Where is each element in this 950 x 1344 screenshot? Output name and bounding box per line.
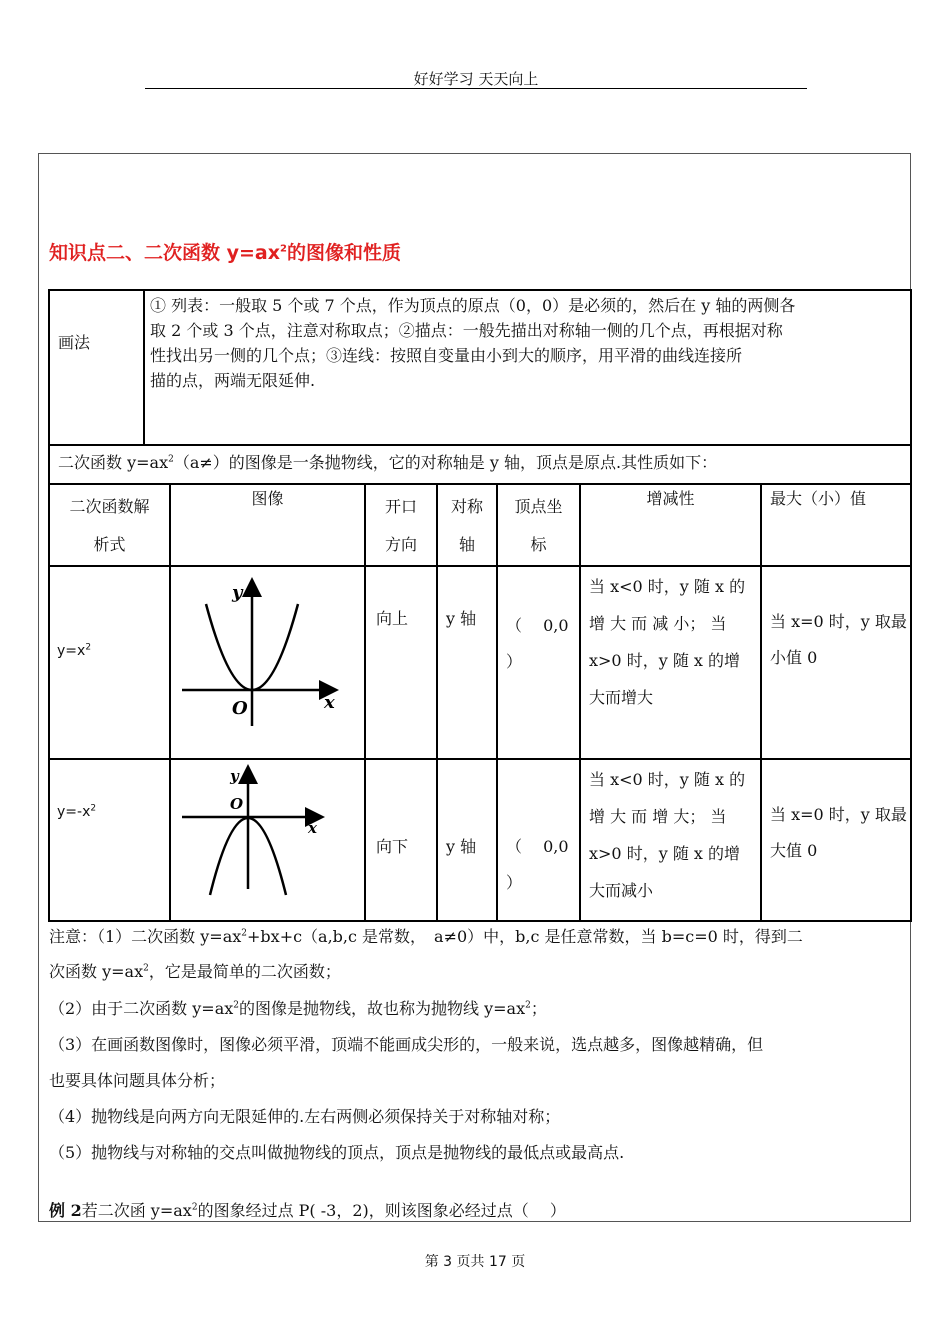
note-1a: 注意：（1）二次函数 $y=ax^2+bx+c(a,b,c$ 是常数， a≠0）中，b,c 是任意常数，当 b=c=0 时，得到二 (49, 927, 803, 946)
table-hline (48, 758, 912, 760)
row2-opening: 向下 (376, 837, 409, 856)
note-2: （2）由于二次函数 $y=ax^2$的图像是抛物线，故也称为抛物线 $y=ax^2$； (49, 999, 547, 1018)
note-5: （5）抛物线与对称轴的交点叫做抛物线的顶点，顶点是抛物线的最低点或最高点. (49, 1143, 625, 1162)
th-axis: 对称 轴 (450, 497, 483, 554)
table-vline (760, 483, 762, 922)
table-hline (48, 920, 912, 922)
header-rule (145, 88, 807, 89)
row1-axis: y 轴 (446, 609, 477, 628)
method-line-1: ① 列表：一般取 5 个或 7 个点，作为顶点的原点（0，0）是必须的，然后在 y 轴的两侧各 (150, 296, 796, 315)
table-vline (579, 483, 581, 922)
method-line-4: 描的点，两端无限延伸. (150, 371, 316, 390)
row2-extreme: 当 x=0 时，y 取最 大值 0 (770, 805, 907, 860)
method-divider (143, 289, 145, 445)
graph-upward-parabola (172, 568, 362, 756)
table-hline (48, 483, 912, 485)
table-hline (48, 565, 912, 567)
row2-axis: y 轴 (446, 837, 477, 856)
row2-monotonicity: 当 x<0 时，y 随 x 的 增 大 而 增 大； 当 x>0 时，y 随 x 的增 大而减小 (589, 770, 746, 900)
method-line-2: 取 2 个或 3 个点，注意对称取点；②描点：一般先描出对称轴一侧的几个点，再根据对称 (150, 321, 783, 340)
th-graph: 图像 (251, 489, 284, 508)
method-line-3: 性找出另一侧的几个点；③连线：按照自变量由小到大的顺序，用平滑的曲线连接所 (150, 346, 743, 365)
row1-opening: 向上 (376, 609, 409, 628)
row2-vertex: （ 0,0 ） (506, 837, 569, 892)
x-axis-label: x (308, 819, 317, 837)
row1-vertex: （ 0,0 ） (506, 616, 569, 671)
row1-extreme: 当 x=0 时，y 取最 小值 0 (770, 612, 907, 667)
row1-monotonicity: 当 x<0 时，y 随 x 的 增 大 而 减 小； 当 x>0 时，y 随 x 的增 大而增大 (589, 577, 746, 707)
x-axis-label: x (324, 692, 335, 713)
note-4: （4）抛物线是向两方向无限延伸的.左右两侧必须保持关于对称轴对称； (49, 1107, 561, 1126)
note-3a: （3）在画函数图像时，图像必须平滑，顶端不能画成尖形的，一般来说，选点越多，图像越精确，但 (49, 1035, 764, 1054)
y-axis-label: y (232, 582, 243, 603)
page-footer: 第 3 页共 17 页 (424, 1254, 526, 1270)
th-extreme: 最大（小）值 (770, 489, 867, 508)
section-title: 知识点二、二次函数 $y=ax^2$的图像和性质 (49, 242, 401, 264)
graph-downward-parabola (172, 761, 362, 917)
method-label: 画法 (58, 333, 91, 352)
y-axis-label: y (230, 767, 239, 785)
page-header: 好好学习 天天向上 (413, 70, 539, 88)
intro-text: 二次函数 $y=ax^2(a\ne)$的图像是一条抛物线，它的对称轴是 y 轴，顶点是原点.其性质如下： (58, 453, 718, 472)
th-monotonicity: 增减性 (646, 489, 695, 508)
table-vline (169, 483, 171, 922)
table-vline (910, 483, 912, 922)
row1-expression: $y=x^2$ (57, 642, 92, 659)
example-2: 例 2若二次函 $y=ax^2$的图象经过点 P( -3，2)，则该图象必经过点（ ） (49, 1201, 566, 1220)
origin-label: O (230, 795, 244, 813)
example-label: 例 2 (49, 1201, 82, 1220)
origin-label: O (232, 698, 248, 719)
th-opening: 开口 方向 (384, 497, 417, 554)
th-expression: 二次函数解 析式 (69, 497, 150, 554)
note-1b: 次函数 $y=ax^2$，它是最简单的二次函数； (49, 962, 341, 981)
th-vertex: 顶点坐 标 (514, 497, 563, 554)
note-3b: 也要具体问题具体分析； (49, 1071, 226, 1090)
row2-expression: $y=-x^2$ (57, 803, 97, 820)
